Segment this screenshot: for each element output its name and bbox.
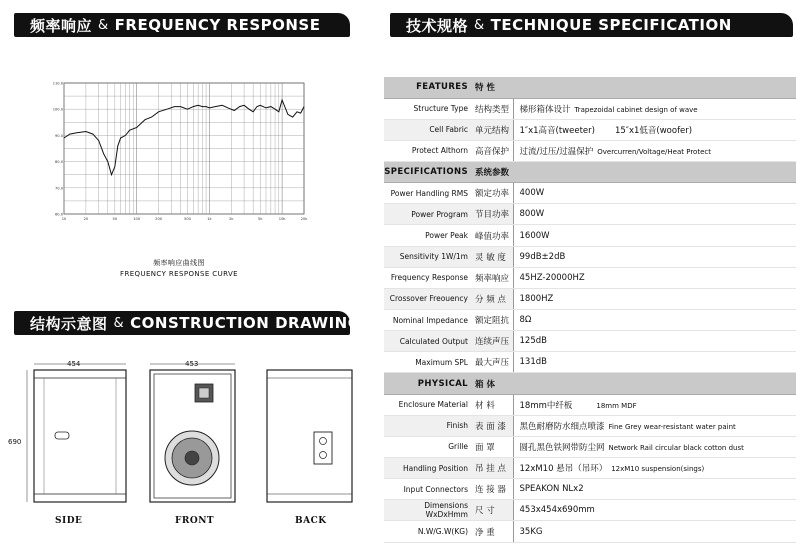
spec-value xyxy=(513,436,796,457)
header-en: TECHNIQUE SPECIFICATION xyxy=(490,16,732,34)
spec-label-cn: 箱 体 xyxy=(472,373,513,394)
spec-label-cn: 分 频 点 xyxy=(472,288,513,309)
y-tick-label: 100.0 xyxy=(52,107,63,112)
spec-row xyxy=(384,521,796,542)
header-amp: & xyxy=(113,315,125,331)
spec-value xyxy=(513,246,796,267)
side-label: SIDE xyxy=(55,516,83,526)
spec-value-main: 1600W xyxy=(519,230,550,241)
spec-row xyxy=(384,436,796,457)
front-label: FRONT xyxy=(175,516,215,526)
x-tick-label: 500 xyxy=(184,217,191,221)
spec-value-main: 1800HZ xyxy=(519,293,554,304)
spec-label-en: Enclosure Material xyxy=(384,394,472,415)
spec-value xyxy=(513,119,796,140)
spec-value xyxy=(513,288,796,309)
spec-value-main: 梯形箱体设计 xyxy=(519,104,571,115)
spec-row xyxy=(384,352,796,373)
spec-label-en: Finish xyxy=(384,415,472,436)
spec-value-secondary: 15″x1低音(woofer) xyxy=(614,125,693,136)
spec-label-cn: 表 面 漆 xyxy=(472,415,513,436)
x-tick-label: 50 xyxy=(112,217,118,221)
spec-value-main: 12xM10 悬吊（吊环） xyxy=(519,464,608,475)
spec-label-en: Maximum SPL xyxy=(384,352,472,373)
y-tick-label: 70.0 xyxy=(54,186,63,191)
x-tick-label: 2k xyxy=(229,217,234,221)
spec-value-main: 35KG xyxy=(519,526,543,537)
spec-value-secondary: Trapezoidal cabinet design of wave xyxy=(574,105,698,114)
y-tick-label: 80.0 xyxy=(54,160,63,165)
spec-value-main: 1″x1高音(tweeter) xyxy=(519,125,595,136)
spec-value-secondary: 12xM10 suspension(sings) xyxy=(611,465,705,474)
spec-row xyxy=(384,479,796,500)
spec-label-en: PHYSICAL xyxy=(384,373,472,394)
spec-value-secondary: 18mm MDF xyxy=(596,401,637,410)
spec-label-cn: 净 重 xyxy=(472,521,513,542)
spec-label-en: N.W/G.W(KG) xyxy=(384,521,472,542)
spec-value xyxy=(513,373,796,394)
spec-label-en: SPECIFICATIONS xyxy=(384,162,472,183)
spec-row xyxy=(384,98,796,119)
back-label: BACK xyxy=(295,516,327,526)
spec-section-row xyxy=(384,162,796,183)
spec-value-main: 黑色耐磨防水细点喷漆 xyxy=(519,421,605,432)
spec-value-secondary: Network Rail circular black cotton dust xyxy=(608,443,744,452)
chart-caption-en: FREQUENCY RESPONSE CURVE xyxy=(120,270,238,278)
header-en: CONSTRUCTION DRAWING xyxy=(130,314,361,332)
spec-label-en: Power Peak xyxy=(384,225,472,246)
spec-label-en: Structure Type xyxy=(384,98,472,119)
spec-value-main: 45HZ-20000HZ xyxy=(519,272,585,283)
x-tick-label: 1k xyxy=(207,217,212,221)
header-amp: & xyxy=(98,17,109,33)
spec-value-main: 400W xyxy=(519,188,545,199)
spec-value xyxy=(513,415,796,436)
x-tick-label: 200 xyxy=(155,217,163,221)
spec-value xyxy=(513,521,796,542)
spec-row xyxy=(384,288,796,309)
spec-label-cn: 单元结构 xyxy=(472,119,513,140)
spec-value-secondary: Fine Grey wear-resistant water paint xyxy=(608,422,736,431)
spec-label-cn: 连续声压 xyxy=(472,331,513,352)
spec-label-cn: 特 性 xyxy=(472,77,513,98)
header-amp: & xyxy=(474,17,485,33)
spec-label-cn: 结构类型 xyxy=(472,98,513,119)
spec-value xyxy=(513,394,796,415)
spec-row xyxy=(384,394,796,415)
spec-value xyxy=(513,140,796,161)
spec-label-en: Nominal Impedance xyxy=(384,310,472,331)
spec-label-cn: 尺 寸 xyxy=(472,500,513,521)
spec-value-main: 453x454x690mm xyxy=(519,505,595,516)
spec-value-main: SPEAKON NLx2 xyxy=(519,484,584,495)
y-tick-label: 110.0 xyxy=(52,81,63,86)
spec-label-cn: 材 料 xyxy=(472,394,513,415)
x-tick-label: 100 xyxy=(133,217,141,221)
spec-value xyxy=(513,331,796,352)
spec-label-en: FEATURES xyxy=(384,77,472,98)
spec-row xyxy=(384,267,796,288)
back-view-drawing xyxy=(262,360,357,510)
spec-label-en: Grille xyxy=(384,436,472,457)
spec-label-cn: 频率响应 xyxy=(472,267,513,288)
chart-caption-cn: 频率响应曲线图 xyxy=(153,259,205,267)
spec-row xyxy=(384,246,796,267)
spec-value xyxy=(513,77,796,98)
spec-value xyxy=(513,310,796,331)
spec-row xyxy=(384,458,796,479)
spec-label-cn: 面 罩 xyxy=(472,436,513,457)
spec-label-en: Handling Position xyxy=(384,458,472,479)
spec-value-main: 8Ω xyxy=(519,315,532,326)
spec-label-en: Dimensions WxDxHmm xyxy=(384,500,472,521)
x-tick-label: 10k xyxy=(278,217,286,221)
side-width-dim: 454 xyxy=(67,360,81,368)
spec-value-secondary: Overcurren/Voltage/Heat Protect xyxy=(597,147,711,156)
spec-label-en: Power Handling RMS xyxy=(384,183,472,204)
spec-label-cn: 额定功率 xyxy=(472,183,513,204)
spec-value-main: 过流/过压/过温保护 xyxy=(519,146,594,157)
x-tick-label: 20k xyxy=(300,217,308,221)
front-view-drawing xyxy=(145,360,240,510)
spec-value xyxy=(513,352,796,373)
front-width-dim: 453 xyxy=(185,360,199,368)
spec-label-cn: 灵 敏 度 xyxy=(472,246,513,267)
header-en: FREQUENCY RESPONSE xyxy=(114,16,321,34)
x-tick-label: 5k xyxy=(258,217,263,221)
spec-row xyxy=(384,204,796,225)
spec-row xyxy=(384,225,796,246)
spec-label-en: Calculated Output xyxy=(384,331,472,352)
y-tick-label: 90.0 xyxy=(54,133,63,138)
spec-value xyxy=(513,98,796,119)
spec-label-cn: 最大声压 xyxy=(472,352,513,373)
spec-value xyxy=(513,500,796,521)
spec-section-row xyxy=(384,373,796,394)
spec-label-en: Protect Althorn xyxy=(384,140,472,161)
spec-value xyxy=(513,225,796,246)
spec-value xyxy=(513,183,796,204)
side-view-drawing xyxy=(22,360,137,510)
spec-row xyxy=(384,331,796,352)
spec-value-main: 18mm中纤板 xyxy=(519,400,573,411)
spec-value xyxy=(513,267,796,288)
spec-label-en: Input Connectors xyxy=(384,479,472,500)
frequency-response-header xyxy=(14,13,350,37)
spec-label-en: Sensitivity 1W/1m xyxy=(384,246,472,267)
y-tick-label: 60.0 xyxy=(54,212,63,217)
header-cn: 频率响应 xyxy=(30,16,93,35)
spec-value-main: 99dB±2dB xyxy=(519,251,566,262)
spec-label-cn: 系统参数 xyxy=(472,162,513,183)
spec-value xyxy=(513,204,796,225)
spec-label-en: Power Program xyxy=(384,204,472,225)
spec-value xyxy=(513,479,796,500)
spec-row xyxy=(384,140,796,161)
x-tick-label: 10 xyxy=(61,217,67,221)
spec-label-en: Crossover Freouency xyxy=(384,288,472,309)
spec-label-en: Frequency Response xyxy=(384,267,472,288)
header-cn: 结构示意图 xyxy=(30,314,108,333)
spec-section-row xyxy=(384,77,796,98)
spec-label-en: Cell Fabric xyxy=(384,119,472,140)
construction-drawing-header xyxy=(14,311,361,335)
spec-row xyxy=(384,310,796,331)
x-tick-label: 20 xyxy=(83,217,89,221)
technique-specification-header xyxy=(390,13,793,37)
spec-label-cn: 高音保护 xyxy=(472,140,513,161)
spec-label-cn: 吊 挂 点 xyxy=(472,458,513,479)
spec-row xyxy=(384,415,796,436)
spec-label-cn: 额定阻抗 xyxy=(472,310,513,331)
spec-label-cn: 节目功率 xyxy=(472,204,513,225)
spec-value-main: 圆孔黑色铁网带防尘网 xyxy=(519,442,605,453)
spec-value-main: 131dB xyxy=(519,357,547,368)
spec-row xyxy=(384,500,796,521)
spec-label-cn: 连 接 器 xyxy=(472,479,513,500)
spec-row xyxy=(384,119,796,140)
spec-value-main: 800W xyxy=(519,209,545,220)
spec-value xyxy=(513,162,796,183)
spec-row xyxy=(384,183,796,204)
spec-label-cn: 峰值功率 xyxy=(472,225,513,246)
spec-table xyxy=(384,77,796,543)
spec-value xyxy=(513,458,796,479)
side-height-dim: 690 xyxy=(8,438,22,446)
spec-value-main: 125dB xyxy=(519,336,547,347)
frequency-response-chart xyxy=(52,78,306,223)
header-cn: 技术规格 xyxy=(406,16,469,35)
